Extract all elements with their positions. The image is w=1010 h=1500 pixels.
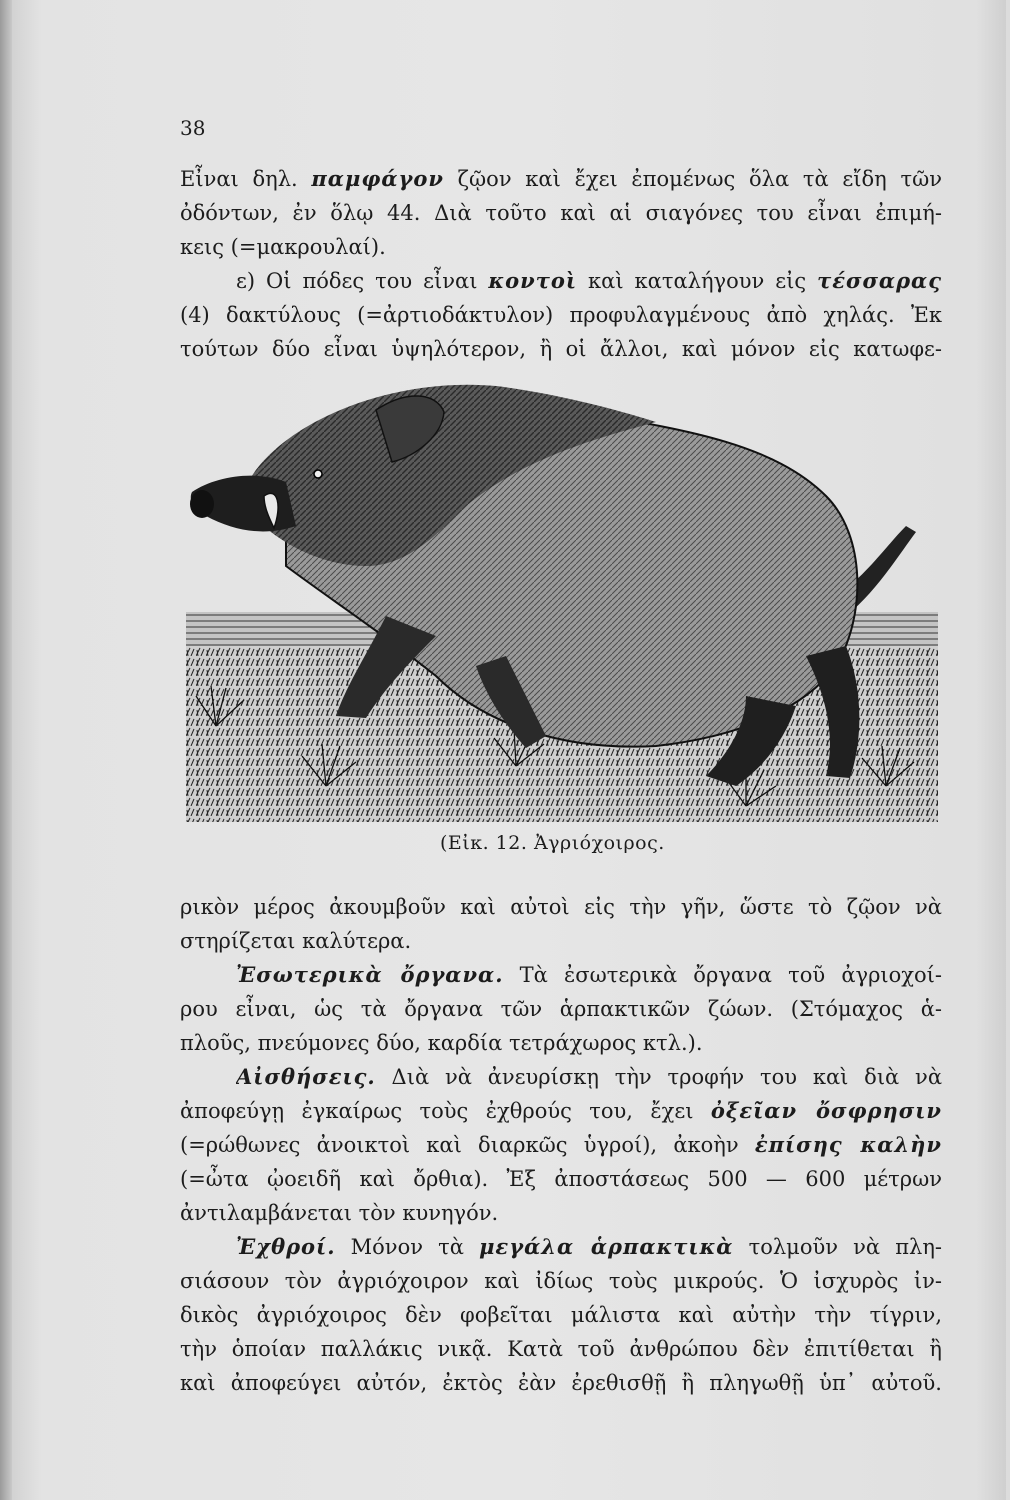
text-line: σιάσουν τὸν ἀγριόχοιρον καὶ ἰδίως τοὺς μικρούς. Ὁ ἰσχυρὸς ἰν-	[180, 1269, 942, 1293]
text-line: Ἐσωτερικὰ ὄργανα. Τὰ ἐσωτερικὰ ὄργανα τοῦ ἀγριοχοί-	[236, 962, 942, 987]
text-line: ἀποφεύγῃ ἐγκαίρως τοὺς ἐχθρούς του, ἔχει ὀξεῖαν ὄσφρησιν	[180, 1098, 942, 1123]
text-line: στηρίζεται καλύτερα.	[180, 929, 412, 953]
text-line: τὴν ὁποίαν παλλάκις νικᾷ. Κατὰ τοῦ ἀνθρώπου δὲν ἐπιτίθεται ἢ	[180, 1337, 942, 1361]
text-line: ἀντιλαμβάνεται τὸν κυνηγόν.	[180, 1201, 499, 1225]
text-line: Αἰσθήσεις. Διὰ νὰ ἀνευρίσκῃ τὴν τροφήν του καὶ διὰ νὰ	[236, 1064, 942, 1089]
text-line: ὀδόντων, ἐν ὅλῳ 44. Διὰ τοῦτο καὶ αἱ σιαγόνες του εἶναι ἐπιμή-	[180, 201, 942, 225]
page-number: 38	[180, 116, 206, 140]
text-line: (=ὦτα ᾠοειδῆ καὶ ὄρθια). Ἐξ ἀποστάσεως 500 — 600 μέτρων	[180, 1167, 942, 1191]
text-line: ε) Οἱ πόδες του εἶναι κοντοὶ καὶ καταλήγουν εἰς τέσσαρας	[236, 268, 942, 293]
text-line: (4) δακτύλους (=ἀρτιοδάκτυλον) προφυλαγμένους ἀπὸ χηλάς. Ἐκ	[180, 303, 942, 327]
wild-boar-illustration	[186, 366, 938, 822]
book-spine-edge	[0, 0, 12, 1500]
text-line: Εἶναι δηλ. παμφάγον ζῷον καὶ ἔχει ἐπομένως ὅλα τὰ εἴδη τῶν	[180, 166, 942, 191]
text-line: (=ρώθωνες ἀνοικτοὶ καὶ διαρκῶς ὑγροί), ἀκοὴν ἐπίσης καλὴν	[180, 1132, 942, 1157]
text-line: τούτων δύο εἶναι ὑψηλότερον, ἢ οἱ ἄλλοι, καὶ μόνον εἰς κατωφε-	[180, 337, 942, 361]
figure-caption: (Εἰκ. 12. Ἀγριόχοιρος.	[440, 832, 665, 854]
text-line: Ἐχθροί. Μόνον τὰ μεγάλα ἁρπακτικὰ τολμοῦν νὰ πλη-	[236, 1234, 942, 1259]
text-line: κεις (=μακρουλαί).	[180, 235, 386, 259]
text-line: δικὸς ἀγριόχοιρος δὲν φοβεῖται μάλιστα καὶ αὐτὴν τὴν τίγριν,	[180, 1303, 942, 1327]
text-line: καὶ ἀποφεύγει αὐτόν, ἐκτὸς ἐὰν ἐρεθισθῇ ἢ πληγωθῇ ὑπ᾿ αὐτοῦ.	[180, 1371, 942, 1395]
text-line: ρου εἶναι, ὡς τὰ ὄργανα τῶν ἁρπακτικῶν ζώων. (Στόμαχος ἁ-	[180, 997, 942, 1021]
text-line: πλοῦς, πνεύμονες δύο, καρδία τετράχωρος κτλ.).	[180, 1031, 703, 1055]
text-line: ρικὸν μέρος ἀκουμβοῦν καὶ αὐτοὶ εἰς τὴν γῆν, ὥστε τὸ ζῷον νὰ	[180, 895, 942, 919]
